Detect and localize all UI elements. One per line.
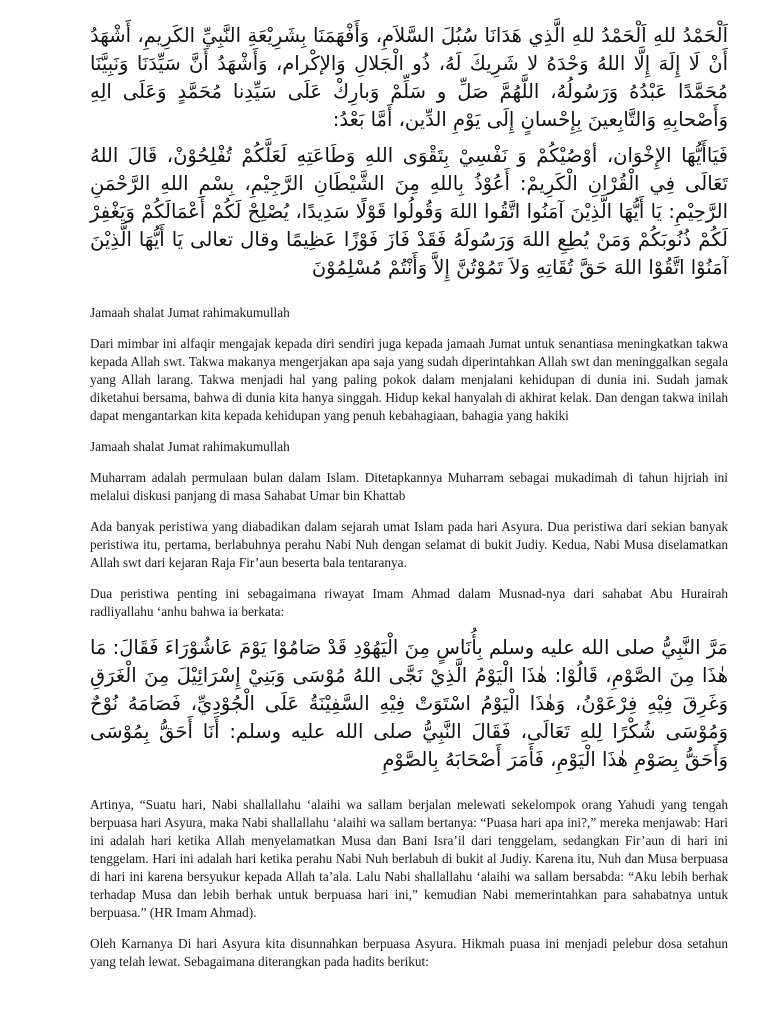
arabic-wasiat-verses: فَيَاأَيُّهَا الإِخْوَان، أوْصُيْكُمْ وَ نَفْسِيْ بِتَقْوَى اللهِ وَطَاعَتِهِ لَعَلَّكُمْ تُفْلِحُوْنْ، قَالَ اللهُ تَعَالَى فِي الْقُرْانِ الْكَرِيمْ: أَعُوْذُ بِاللهِ مِنَ الشَّيْطَانِ الرَّجِيْمِ، بِسْمِ اللهِ الرَّحْمَنِ الرَّحِيْمِ: يَا أَيُّهَا الَّذِيْنَ آمَنُوا اتَّقُوا اللهَ وَقُولُوا قَوْلًا سَدِيدًا، يُصْلِحْ لَكُمْ أَعْمَالَكُمْ وَيَغْفِرْ لَكُمْ ذُنُوبَكُمْ وَمَنْ يُطِعِ اللهَ وَرَسُولَهُ فَقَدْ فَازَ فَوْزًا عَظِيمًا وقال تعالى يَا أَيُّهَا الَّذِيْنَ آمَنُوْا اتَّقُوْا اللهَ حَقَّ تُقَاتِهِ وَلاَ تَمُوْتُنَّ إِلاَّ وَأَنْتُمْ مُسْلِمُوْنَ [90,144,728,279]
paragraph-asyura-events: Ada banyak peristiwa yang diabadikan dalam sejarah umat Islam pada hari Asyura. Dua peristiwa dari sekian banyak peristiwa itu, pertama, berlabuhnya perahu Nabi Nuh dengan selamat di bukit Judiy. Kedua, Nabi Musa diselamatkan Allah swt dari kejaran Raja Fir’aun beserta bala tentaranya. [90,519,728,570]
paragraph-hadith-translation: Artinya, “Suatu hari, Nabi shallallahu ‘alaihi wa sallam berjalan melewati sekelompok orang Yahudi yang tengah berpuasa hari Asyura, maka Nabi shallallahu ‘alaihi wa sallam bertanya: “Puasa hari apa ini?,” mereka menjawab: Hari ini adalah hari ketika Allah menyelamatkan Musa dan Bani Isra’il dari tenggelam, sedangkan Fir’aun di hari ini tenggelam. Hari ini adalah hari ketika perahu Nabi Nuh berlabuh di bukit al Judiy. Karena itu, Nuh dan Musa berpuasa di hari ini karena bersyukur kepada Allah ta’ala. Lalu Nabi shallallahu ‘alaihi wa sallam bersabda: “Aku lebih berhak terhadap Musa dan lebih berhak untuk berpuasa hari ini,” kemudian Nabi memerintahkan para sahabatnya untuk berpuasa.” (HR Imam Ahmad). [90,797,728,920]
paragraph-hadith-intro: Dua peristiwa penting ini sebagaimana riwayat Imam Ahmad dalam Musnad-nya dari sahabat Abu Hurairah radliyallahu ‘anhu bahwa ia berkata: [90,586,728,619]
document-page [90,22,728,984]
paragraph-takwa: Dari mimbar ini alfaqir mengajak kepada diri sendiri juga kepada jamaah Jumat untuk senantiasa meningkatkan takwa kepada Allah swt. Takwa makanya mengerjakan apa saja yang sudah diperintahkan Allah swt dan meninggalkan segala yang Allah larang. Takwa menjadi hal yang paling pokok dalam menjalani kehidupan di dunia ini. Sudah jamak diketahui bersama, bahwa di dunia kita hanya singgah. Hidup kekal hanyalah di akhirat kelak. Dan dengan takwa inilah dapat mengantarkan kita kepada kehidupan yang penuh kebahagiaan, bahagia yang hakiki [90,336,728,423]
paragraph-muharram: Muharram adalah permulaan bulan dalam Islam. Ditetapkannya Muharram sebagai mukadimah di tahun hijriah ini melalui diskusi panjang di masa Sahabat Umar bin Khattab [90,470,728,503]
greeting-heading-1: Jamaah shalat Jumat rahimakumullah [90,305,290,320]
greeting-heading-2: Jamaah shalat Jumat rahimakumullah [90,439,290,454]
arabic-opening-prayer: اَلْحَمْدُ للهِ اَلْحَمْدُ للهِ الَّذِي هَدَانَا سُبُلَ السَّلاَمِ، وَأَفْهَمَنَا بِشَرِيْعَةِ النَّبِيِّ الكَرِيمِ، أَشْهَدُ أَنْ لَا إِلَهَ إِلَّا اللهُ وَحْدَهُ لا شَرِيكَ لَهُ، ذُو الْجَلالِ وَالإكْرام، وَأَشْهَدُ أَنَّ سَيِّدَنَا وَنَبِيَّنَا مُحَمَّدًا عَبْدُهُ وَرَسُولُهُ، اللَّهُمَّ صَلِّ و سَلِّمْ وَبارِكْ عَلَى سَيِّدِنا مُحَمَّدٍ وَعَلَى الِهِ وَأَصْحابِهِ وَالتَّابِعينَ بِإِحْسانٍ إِلَى يَوْمِ الدِّين، أَمَّا بَعْدُ: [90,24,728,131]
paragraph-asyura-fasting: Oleh Karnanya Di hari Asyura kita disunnahkan berpuasa Asyura. Hikmah puasa ini menjadi pelebur dosa setahun yang telah lewat. Sebagaimana diterangkan pada hadits berikut: [90,936,728,969]
arabic-hadith: مَرَّ النَّبِيُّ صلى الله عليه وسلم بِأُنَاسٍ مِنَ الْيَهُوْدِ قَدْ صَامُوْا يَوْمَ عَاشُوْرَاءَ فَقَالَ: مَا هٰذَا مِنَ الصَّوْمِ، قَالُوْا: هٰذَا الْيَوْمُ الَّذِيْ نَجَّى اللهُ مُوْسَى وَبَنِيْ إِسْرَائِيْلَ مِنَ الْغَرَقِ وَغَرِقَ فِيْهِ فِرْعَوْنُ، وَهٰذَا الْيَوْمُ اسْتَوَتْ فِيْهِ السَّفِيْنَةُ عَلَى الْجُوْدِيِّ، فَصَامَهُ نُوْحٌ وَمُوْسَى شُكْرًا لِلهِ تَعَالَى، فَقَالَ النَّبِيُّ صلى الله عليه وسلم: أَنَا أَحَقُّ بِمُوْسَى وَأَحَقُّ بِصَوْمِ هٰذَا الْيَوْمِ، فَأَمَرَ أَصْحَابَهُ بِالصَّوْمِ [90,636,728,771]
